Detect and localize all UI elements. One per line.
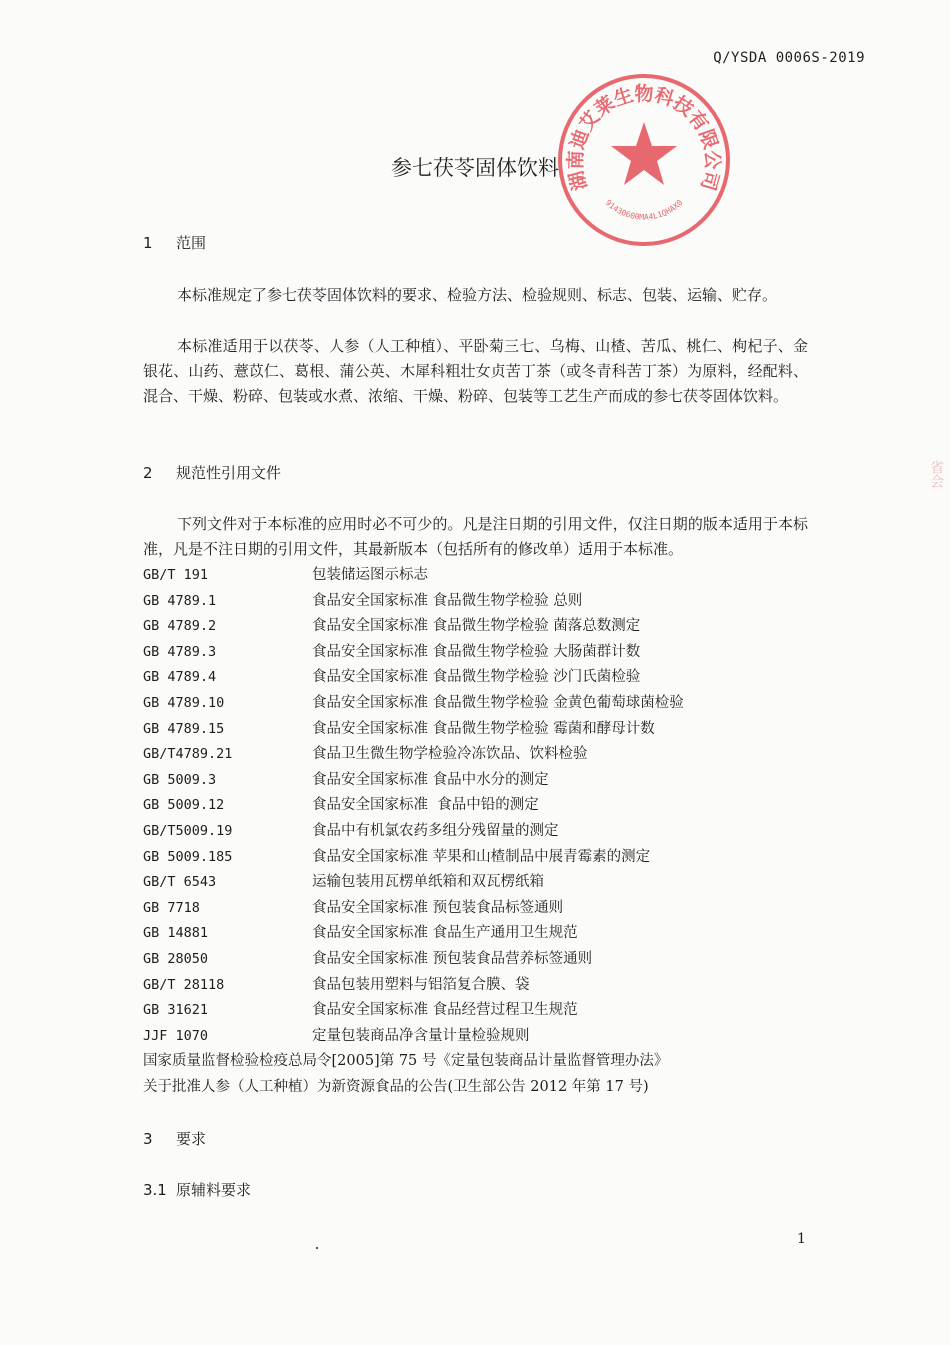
svg-text:91430600MA4L1QHAX0 [604,198,685,222]
reference-row [143,691,684,717]
reference-code: GB/T 6543 [143,874,217,891]
reference-title: 运输包装用瓦楞单纸箱和双瓦楞纸箱 [312,874,544,891]
reference-title: 定量包装商品净含量计量检验规则 [312,1027,530,1044]
reference-row [143,921,684,947]
reference-code: GB 4789.3 [143,643,217,660]
section-1-title: 范围 [176,234,207,252]
reference-code: GB 4789.10 [143,694,225,711]
reference-title: 食品安全国家标准 食品中铅的测定 [312,797,539,814]
reference-code: GB/T 28118 [143,976,225,993]
reference-code: GB 5009.12 [143,797,225,814]
reference-row [143,819,684,845]
reference-row [143,589,684,615]
reference-code: GB 4789.2 [143,618,217,635]
section-3-title: 要求 [176,1130,207,1148]
seal-company-name: 湖南迪艾莱生物科技有限公司 [564,83,724,193]
reference-title: 食品中有机氯农药多组分残留量的测定 [312,822,559,839]
reference-row [143,614,684,640]
reference-title: 食品包装用塑料与铝箔复合膜、袋 [312,976,530,993]
reference-title: 食品安全国家标准 食品微生物学检验 金黄色葡萄球菌检验 [312,694,684,711]
reference-row [143,640,684,666]
reference-code: GB 5009.185 [143,848,233,865]
section-3-1-heading: 3.1 原辅料要求 [143,1181,252,1199]
reference-row [143,768,684,794]
reference-title: 食品安全国家标准 食品微生物学检验 菌落总数测定 [312,618,641,635]
references-intro: 下列文件对于本标准的应用时必不可少的。凡是注日期的引用文件，仅注日期的版本适用于本标准，凡是不注日期的引用文件，其最新版本（包括所有的修改单）适用于本标准。 [143,515,808,558]
reference-row [143,563,684,589]
document-title: 参七茯苓固体饮料 [391,156,559,180]
reference-title: 食品安全国家标准 食品生产通用卫生规范 [312,925,578,942]
section-2-heading: 2 规范性引用文件 [143,464,282,482]
reference-row [143,717,684,743]
reference-code: GB 28050 [143,950,209,967]
section-2-title: 规范性引用文件 [176,464,282,482]
reference-row [143,947,684,973]
scope-paragraph-1: 本标准规定了参七茯苓固体饮料的要求、检验方法、检验规则、标志、包装、运输、贮存。 [177,286,778,304]
seal-star-icon [611,122,677,185]
scan-speck [316,1247,318,1249]
reference-row [143,870,684,896]
reference-title: 食品安全国家标准 食品微生物学检验 沙门氏菌检验 [312,669,641,686]
reference-row [143,896,684,922]
reference-title: 食品安全国家标准 预包装食品营养标签通则 [312,950,593,967]
reference-row [143,665,684,691]
standard-code: Q/YSDA 0006S-2019 [713,50,865,66]
reference-list [143,563,684,1100]
reference-title: 食品安全国家标准 食品微生物学检验 大肠菌群计数 [312,643,641,660]
section-3-heading: 3 要求 [143,1130,207,1148]
company-seal [556,72,732,248]
reference-title: 食品安全国家标准 食品微生物学检验 总则 [312,592,583,609]
reference-row [143,793,684,819]
reference-title: 食品卫生微生物学检验冷冻饮品、饮料检验 [312,746,588,763]
reference-row [143,998,684,1024]
reference-row [143,845,684,871]
reference-row [143,973,684,999]
reference-code: GB 5009.3 [143,771,217,788]
reference-code: GB/T 191 [143,567,209,583]
reference-code: GB/T4789.21 [143,746,233,763]
reference-title: 食品安全国家标准 食品中水分的测定 [312,771,549,788]
extra-reference: 国家质量监督检验检疫总局令[2005]第 75 号《定量包装商品计量监督管理办法》 [143,1053,669,1070]
extra-reference: 关于批准人参（人工种植）为新资源食品的公告(卫生部公告 2012 年第 17 号) [143,1078,649,1095]
reference-code: GB 4789.15 [143,720,225,737]
reference-code: GB 4789.1 [143,592,217,609]
reference-title: 食品安全国家标准 预包装食品标签通则 [312,899,564,916]
reference-code: GB 7718 [143,899,200,916]
reference-row [143,742,684,768]
margin-binding-mark: 省会 [928,460,944,488]
section-3-1-title: 原辅料要求 [176,1181,252,1199]
seal-registration-number: 91430600MA4L1QHAX0 [603,198,685,222]
reference-title: 食品安全国家标准 苹果和山楂制品中展青霉素的测定 [312,848,651,865]
reference-title: 食品安全国家标准 食品经营过程卫生规范 [312,1002,578,1019]
reference-code: GB 14881 [143,925,209,942]
reference-code: JJF 1070 [143,1027,209,1044]
page-number: 1 [797,1231,806,1247]
section-1-heading: 1 范围 [143,234,207,252]
reference-code: GB/T5009.19 [143,822,233,839]
scope-paragraph-2: 本标准适用于以茯苓、人参（人工种植）、平卧菊三七、乌梅、山楂、苦瓜、桃仁、枸杞子、金银花、山药、薏苡仁、葛根、蒲公英、木犀科粗壮女贞苦丁茶（或冬青科苦丁茶）为原料，经配料、混合、干燥、粉碎、包装或水煮、浓缩、干燥、粉碎、包装等工艺生产而成的参七茯苓固体饮料。 [143,337,808,405]
reference-title: 食品安全国家标准 食品微生物学检验 霉菌和酵母计数 [312,720,655,737]
reference-row [143,1024,684,1050]
reference-title: 包装储运图示标志 [312,567,428,583]
reference-code: GB 4789.4 [143,669,217,686]
reference-code: GB 31621 [143,1002,209,1019]
